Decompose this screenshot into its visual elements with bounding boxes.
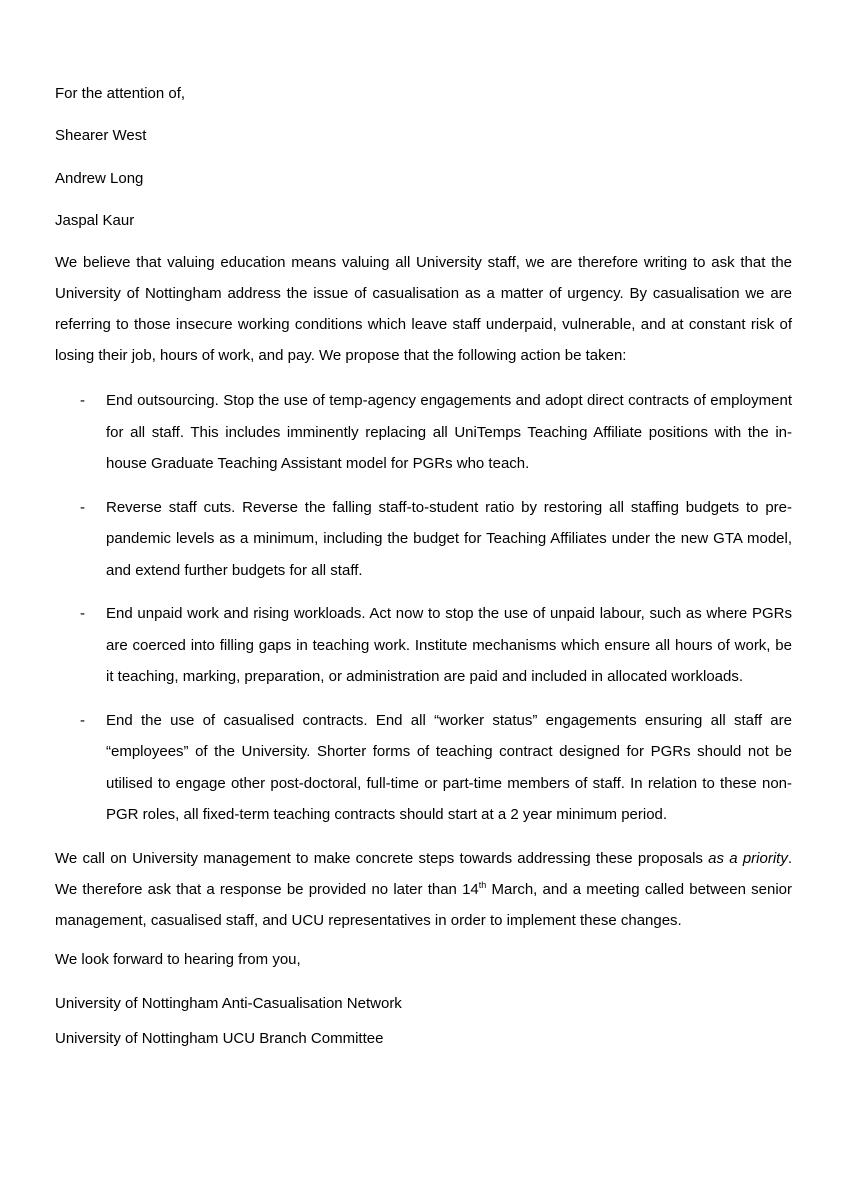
signatory: University of Nottingham UCU Branch Committee bbox=[55, 1029, 384, 1047]
intro-paragraph: We believe that valuing education means valuing all University staff, we are therefore writing to ask that the University of Nottingham address the issue of casualisation as a matter of urgency. By casualisation we are referring to those insecure working conditions which leave staff underpaid, vulnerable, and at constant risk of losing their job, hours of work, and pay. We propose that the following action be taken: bbox=[55, 254, 792, 364]
proposal-text: End the use of casualised contracts. End all “worker status” engagements ensuring all staff are “employees” of the University. Shorter forms of teaching contract designed for PGRs should not be utilised to engage other post-doctoral, full-time or part-time members of staff. In relation to these non-PGR roles, all fixed-term teaching contracts should start at a 2 year minimum period. bbox=[106, 711, 792, 823]
proposal-item bbox=[55, 705, 792, 831]
closing-text: We call on University management to make concrete steps towards addressing these proposals bbox=[55, 849, 709, 867]
recipient-name: Andrew Long bbox=[55, 170, 144, 187]
closing-text: . We therefore ask that a response be provided no later than 14 bbox=[55, 849, 792, 898]
bullet-dash: - bbox=[80, 498, 85, 516]
signatory: University of Nottingham Anti-Casualisation Network bbox=[55, 994, 402, 1012]
proposal-text: End outsourcing. Stop the use of temp-agency engagements and adopt direct contracts of employment for all staff. This includes imminently replacing all UniTemps Teaching Affiliate positions with the in-house Graduate Teaching Assistant model for PGRs who teach. bbox=[106, 392, 792, 472]
recipient-name: Shearer West bbox=[55, 127, 147, 144]
proposal-item bbox=[55, 385, 792, 480]
closing-paragraph bbox=[55, 843, 792, 936]
proposal-text: Reverse staff cuts. Reverse the falling staff-to-student ratio by restoring all staffing budgets to pre-pandemic levels as a minimum, including the budget for Teaching Affiliates under the new GTA model, and extend further budgets for all staff. bbox=[106, 498, 792, 579]
bullet-dash: - bbox=[80, 605, 85, 622]
recipient-name: Jaspal Kaur bbox=[55, 212, 135, 229]
proposal-text: End unpaid work and rising workloads. Act now to stop the use of unpaid labour, such as where PGRs are coerced into filling gaps in teaching work. Institute mechanisms which ensure all hours of work, be it teaching, marking, preparation, or administration are paid and included in allocated workloads. bbox=[106, 605, 792, 685]
proposal-item bbox=[55, 492, 792, 587]
salutation: For the attention of, bbox=[55, 85, 186, 102]
closing-emphasis: as a priority bbox=[708, 849, 788, 867]
bullet-dash: - bbox=[80, 392, 85, 409]
closing-text: March, and a meeting called between senior management, casualised staff, and UCU representatives in order to implement these changes. bbox=[55, 880, 792, 929]
proposal-item bbox=[55, 598, 792, 693]
date-superscript: th bbox=[478, 879, 487, 890]
sign-off: We look forward to hearing from you, bbox=[55, 950, 301, 968]
letter-page bbox=[55, 84, 792, 1049]
bullet-dash: - bbox=[80, 711, 85, 729]
proposals-list bbox=[55, 385, 792, 831]
